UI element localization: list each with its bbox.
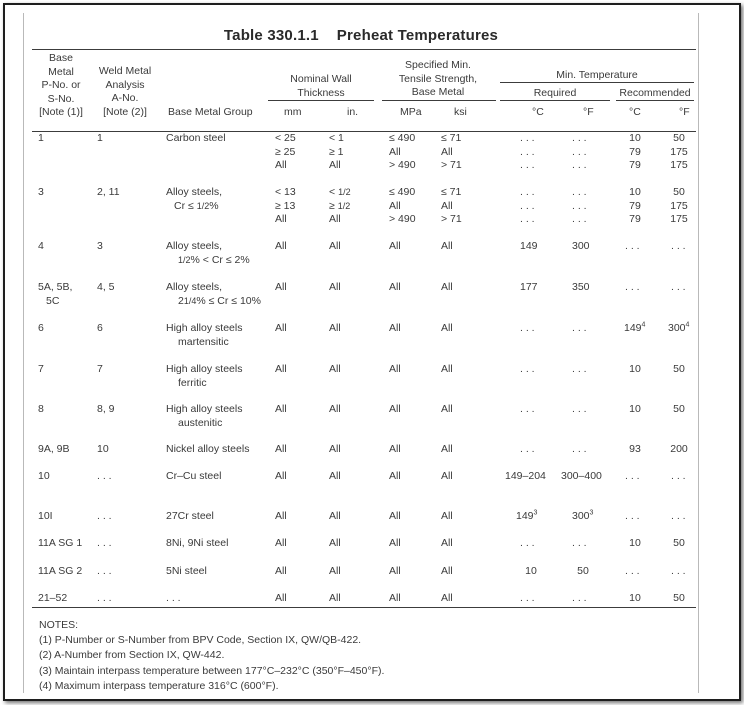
notes [39, 618, 384, 694]
cell-mm: < 25 ≥ 25 All [275, 132, 296, 171]
cell-req-c: 177 [520, 281, 538, 293]
cell-rec-f: 50 [673, 537, 685, 549]
cell-mm: < 13 ≥ 13 All [275, 186, 296, 225]
cell-rec-c: 93 [629, 443, 641, 455]
cell-ksi: All [441, 363, 453, 375]
cell-in: All [329, 537, 341, 549]
cell-in: All [329, 470, 341, 482]
cell-pno: 10 [38, 470, 50, 482]
cell-pno: 10I [38, 510, 53, 522]
cell-req-f: 300 [572, 240, 590, 252]
cell-group: Nickel alloy steels [166, 443, 250, 455]
cell-group: High alloy steels ferritic [166, 363, 243, 389]
cell-mpa: ≤ 490 All > 490 [389, 186, 416, 225]
cell-ksi: ≤ 71 All > 71 [441, 132, 462, 171]
cell-ano: . . . [97, 470, 112, 482]
cell-ano: . . . [97, 510, 112, 522]
cell-ksi: ≤ 71 All > 71 [441, 186, 462, 225]
cell-req-f: . . . [572, 403, 587, 415]
cell-rec-f: . . . [671, 565, 686, 577]
cell-in: All [329, 240, 341, 252]
cell-rec-c: 10 79 79 [629, 186, 641, 225]
cell-group: . . . [166, 592, 181, 604]
cell-rec-c: 10 [629, 363, 641, 375]
cell-pno: 5A, 5B, 5C [38, 281, 73, 307]
cell-mpa: All [389, 443, 401, 455]
cell-rec-f: . . . [671, 240, 686, 252]
cell-req-c: . . . [520, 322, 535, 334]
cell-ksi: All [441, 592, 453, 604]
cell-rec-c: 10 [629, 537, 641, 549]
cell-in: All [329, 281, 341, 293]
cell-ksi: All [441, 470, 453, 482]
cell-req-c: . . . [520, 443, 535, 455]
cell-mm: All [275, 592, 287, 604]
cell-group: Cr–Cu steel [166, 470, 222, 482]
cell-mm: All [275, 240, 287, 252]
header-required-f: °F [583, 106, 594, 118]
cell-mpa: All [389, 403, 401, 415]
notes-heading: NOTES: [39, 619, 79, 631]
cell-req-f: . . . . . . . . . [572, 132, 587, 171]
cell-in: < 1 ≥ 1 All [329, 132, 344, 171]
cell-ksi: All [441, 322, 453, 334]
cell-mpa: All [389, 240, 401, 252]
cell-mpa: All [389, 322, 401, 334]
cell-rec-c: . . . [625, 510, 640, 522]
cell-rec-c: 10 79 79 [629, 132, 641, 171]
cell-mpa: All [389, 470, 401, 482]
cell-req-f: . . . . . . . . . [572, 186, 587, 225]
cell-pno: 8 [38, 403, 44, 415]
header-recommended: Recommended [619, 87, 691, 99]
note-item: (3) Maintain interpass temperature between 177°C–232°C (350°F–450°F). [39, 664, 385, 677]
table-number: Table 330.1.1 [223, 27, 319, 44]
table-panel [23, 13, 699, 693]
cell-mm: All [275, 281, 287, 293]
cell-in: All [329, 403, 341, 415]
cell-req-c: 149–204 [505, 470, 546, 482]
cell-req-c: . . . [520, 363, 535, 375]
cell-ano: 1 [97, 132, 103, 144]
cell-rec-f: 50 [673, 592, 685, 604]
header-weld-metal: Weld Metal Analysis A-No. [Note (2)] [98, 65, 152, 118]
cell-mm: All [275, 470, 287, 482]
cell-req-f: 350 [572, 281, 590, 293]
header-in: in. [347, 106, 359, 118]
cell-mm: All [275, 363, 287, 375]
cell-rec-f: . . . [671, 281, 686, 293]
cell-rec-f: 50 175 175 [670, 132, 688, 171]
cell-group: Carbon steel [166, 132, 226, 144]
cell-rec-c: 10 [629, 592, 641, 604]
cell-pno: 11A SG 2 [38, 565, 83, 577]
cell-ano: . . . [97, 592, 112, 604]
cell-mpa: All [389, 281, 401, 293]
cell-ksi: All [441, 565, 453, 577]
note-item: (2) A-Number from Section IX, QW-442. [39, 649, 225, 662]
cell-req-c: . . . . . . . . . [520, 186, 535, 225]
header-mpa: MPa [400, 106, 422, 118]
cell-rec-c: 10 [629, 403, 641, 415]
cell-in: All [329, 592, 341, 604]
cell-req-c: . . . [520, 537, 535, 549]
cell-req-f: . . . [572, 443, 587, 455]
cell-req-f: . . . [572, 363, 587, 375]
cell-rec-f: . . . [671, 510, 686, 522]
header-recommended-c: °C [629, 106, 641, 118]
table-caption: Preheat Temperatures [336, 27, 499, 44]
cell-ksi: All [441, 537, 453, 549]
cell-rec-c: . . . [625, 470, 640, 482]
title-rule [32, 49, 696, 50]
cell-mpa: All [389, 592, 401, 604]
cell-pno: 3 [38, 186, 44, 198]
header-mm: mm [284, 106, 302, 118]
cell-mpa: All [389, 537, 401, 549]
cell-rec-f: 200 [670, 443, 688, 455]
cell-pno: 9A, 9B [38, 443, 70, 455]
cell-rec-c: . . . [625, 565, 640, 577]
cell-group: Alloy steels, Cr ≤ 1/2% [166, 186, 223, 212]
header-recommended-f: °F [679, 106, 690, 118]
cell-ano: 6 [97, 322, 103, 334]
cell-pno: 1 [38, 132, 44, 144]
cell-req-f: . . . [572, 592, 587, 604]
cell-ano: . . . [97, 537, 112, 549]
table-bottom-rule [32, 607, 696, 608]
header-required: Required [533, 87, 577, 99]
header-ksi: ksi [454, 106, 467, 118]
document-frame [3, 3, 741, 701]
cell-mm: All [275, 510, 287, 522]
cell-ksi: All [441, 240, 453, 252]
cell-in: All [329, 443, 341, 455]
cell-group: High alloy steels martensitic [166, 322, 243, 348]
cell-mpa: ≤ 490 All > 490 [389, 132, 416, 171]
cell-rec-c: . . . [625, 281, 640, 293]
header-min-temperature: Min. Temperature [556, 69, 638, 81]
cell-mpa: All [389, 565, 401, 577]
cell-pno: 21–52 [38, 592, 68, 604]
cell-req-f: 50 [577, 565, 589, 577]
tensile-rule [382, 100, 496, 101]
note-item: (4) Maximum interpass temperature 316°C (600°F). [39, 679, 279, 692]
cell-mpa: All [389, 510, 401, 522]
cell-rec-c: . . . [625, 240, 640, 252]
cell-pno: 4 [38, 240, 44, 252]
nominal-wall-rule [268, 100, 374, 101]
cell-ksi: All [441, 403, 453, 415]
cell-in: All [329, 510, 341, 522]
cell-group: Alloy steels, 21/4% ≤ Cr ≤ 10% [166, 281, 261, 307]
cell-rec-f: 50 [673, 363, 685, 375]
cell-pno: 11A SG 1 [38, 537, 83, 549]
cell-pno: 7 [38, 363, 44, 375]
cell-mm: All [275, 322, 287, 334]
table-title [24, 27, 698, 44]
cell-req-f: . . . [572, 537, 587, 549]
header-base-metal-group: Base Metal Group [168, 106, 253, 118]
cell-in: All [329, 565, 341, 577]
cell-req-c: $149^3$ [516, 509, 538, 522]
cell-mm: All [275, 537, 287, 549]
cell-ano: 10 [97, 443, 109, 455]
cell-req-c: . . . [520, 592, 535, 604]
cell-ano: 8, 9 [97, 403, 115, 415]
cell-ano: 7 [97, 363, 103, 375]
cell-ano: 3 [97, 240, 103, 252]
cell-rec-f: 50 175 175 [670, 186, 688, 225]
cell-rec-f: . . . [671, 470, 686, 482]
cell-req-c: . . . . . . . . . [520, 132, 535, 171]
cell-pno: 6 [38, 322, 44, 334]
header-tensile: Specified Min. Tensile Strength, Base Metal [398, 59, 478, 98]
cell-mpa: All [389, 363, 401, 375]
cell-ano: 2, 11 [97, 186, 120, 198]
cell-group: 8Ni, 9Ni steel [166, 537, 229, 549]
header-required-c: °C [532, 106, 544, 118]
header-base-metal-pno: Base Metal P-No. or S-No. [Note (1)] [39, 52, 83, 118]
cell-ksi: All [441, 510, 453, 522]
cell-group: Alloy steels, 1/2% < Cr ≤ 2% [166, 240, 250, 266]
cell-req-c: 10 [525, 565, 537, 577]
cell-group: 5Ni steel [166, 565, 207, 577]
cell-req-c: 149 [520, 240, 538, 252]
cell-ano: . . . [97, 565, 112, 577]
cell-ano: 4, 5 [97, 281, 115, 293]
cell-rec-c: $149^4$ [624, 321, 646, 334]
header-bottom-rule [32, 131, 696, 132]
cell-in: All [329, 363, 341, 375]
note-item: (1) P-Number or S-Number from BPV Code, Section IX, QW/QB-422. [39, 634, 362, 647]
cell-req-c: . . . [520, 403, 535, 415]
cell-req-f: $300^3$ [572, 509, 594, 522]
cell-req-f: 300–400 [561, 470, 602, 482]
cell-mm: All [275, 565, 287, 577]
cell-rec-f: 50 [673, 403, 685, 415]
cell-group: High alloy steels austenitic [166, 403, 243, 429]
header-nominal-wall: Nominal Wall Thickness [290, 73, 352, 99]
cell-ksi: All [441, 443, 453, 455]
cell-rec-f: $300^4$ [668, 321, 690, 334]
cell-req-f: . . . [572, 322, 587, 334]
cell-group: 27Cr steel [166, 510, 214, 522]
cell-in: All [329, 322, 341, 334]
cell-mm: All [275, 443, 287, 455]
cell-mm: All [275, 403, 287, 415]
cell-in: < 1/2 ≥ 1/2 All [329, 186, 351, 225]
cell-ksi: All [441, 281, 453, 293]
